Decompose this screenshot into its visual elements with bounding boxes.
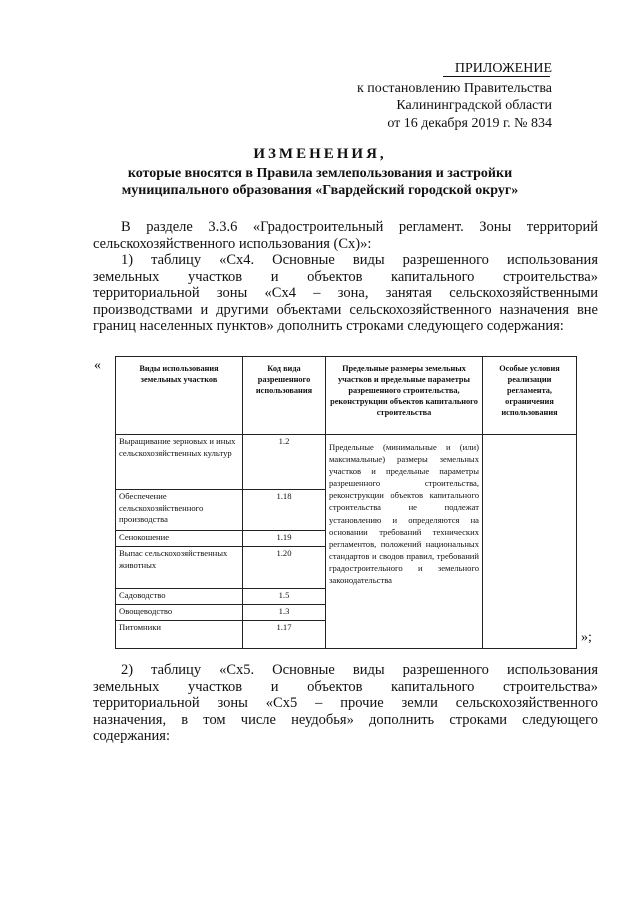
item-2-line: территориальной зоны «Сх5 – прочие земли сельскохозяйственного [93,695,598,711]
usage-name: Овощеводство [116,605,243,621]
usage-code: 1.20 [243,547,326,589]
table-header-row [116,357,577,435]
item-1-line: земельных участков и объектов капитального строительства» [93,268,598,285]
item-1-paragraph [93,252,598,335]
item-2-line: 2) таблицу «Сх5. Основные виды разрешенного использования [121,662,598,678]
usage-code: 1.17 [243,621,326,649]
usage-code: 1.3 [243,605,326,621]
usage-name: Выращивание зерновых и иных сельскохозяйственных культур [116,435,243,490]
table-row [116,435,577,490]
document-subtitle-line2: муниципального образования «Гвардейский городской округ» [121,183,519,198]
item-2-line: земельных участков и объектов капитального строительства» [93,678,598,695]
item-2-paragraph [93,662,598,745]
document-title: ИЗМЕНЕНИЯ, [253,146,387,162]
item-2-line: назначения, в том числе неудобья» дополнить строками следующего [93,711,598,728]
decree-line: к постановлению Правительства [356,81,552,96]
conditions-cell [483,435,577,649]
item-1-line: 1) таблицу «Сх4. Основные виды разрешенного использования [121,252,598,268]
usage-code: 1.5 [243,589,326,605]
item-2-line: содержания: [93,728,171,744]
usage-name: Выпас сельскохозяйственных животных [116,547,243,589]
intro-line: В разделе 3.3.6 «Градостроительный регламент. Зоны территорий [121,219,598,235]
opening-quote: « [94,358,101,373]
intro-line: сельскохозяйственного использования (Сх)»: [93,235,372,252]
region-line: Калининградской области [396,98,552,113]
usage-code: 1.2 [243,435,326,490]
usage-name: Садоводство [116,589,243,605]
usage-name: Питомники [116,621,243,649]
usage-name: Сенокошение [116,531,243,547]
header-limits: Предельные размеры земельных участков и предельные параметры разрешенного строительства, реконструкции объектов капитального строительства [326,357,483,435]
appendix-underline [443,76,550,77]
document-subtitle-line1: которые вносятся в Правила землепользования и застройки [127,166,513,181]
decree-date-line: от 16 декабря 2019 г. № 834 [387,116,552,131]
header-usage-type: Виды использования земельных участков [116,357,243,435]
item-1-line: производствами и другими объектами сельскохозяйственного назначения вне [93,301,598,318]
appendix-label: ПРИЛОЖЕНИЕ [454,61,552,76]
intro-paragraph [93,219,598,252]
header-conditions: Особые условия реализации регламента, ограничения использования [483,357,577,435]
usage-name: Обеспечение сельскохозяйственного производства [116,490,243,531]
zone-table [115,356,577,649]
usage-code: 1.19 [243,531,326,547]
usage-code: 1.18 [243,490,326,531]
closing-quote: »; [581,630,592,645]
header-usage-code: Код вида разрешенного использования [243,357,326,435]
limits-description: Предельные (минимальные и (или) максимальные) размеры земельных участков и предельные параметры разрешенного строительства, реконструкции объектов капитального строительства не подлежат установлению и определяются на основании требований технических регламентов, положений национальных стандартов и сводов правил, требований градостроительного и земельного законодательства [326,435,483,649]
item-1-line: территориальной зоны «Сх4 – зона, занятая сельскохозяйственными [93,285,598,301]
item-1-line: границ населенных пунктов» дополнить строками следующего содержания: [93,318,564,334]
